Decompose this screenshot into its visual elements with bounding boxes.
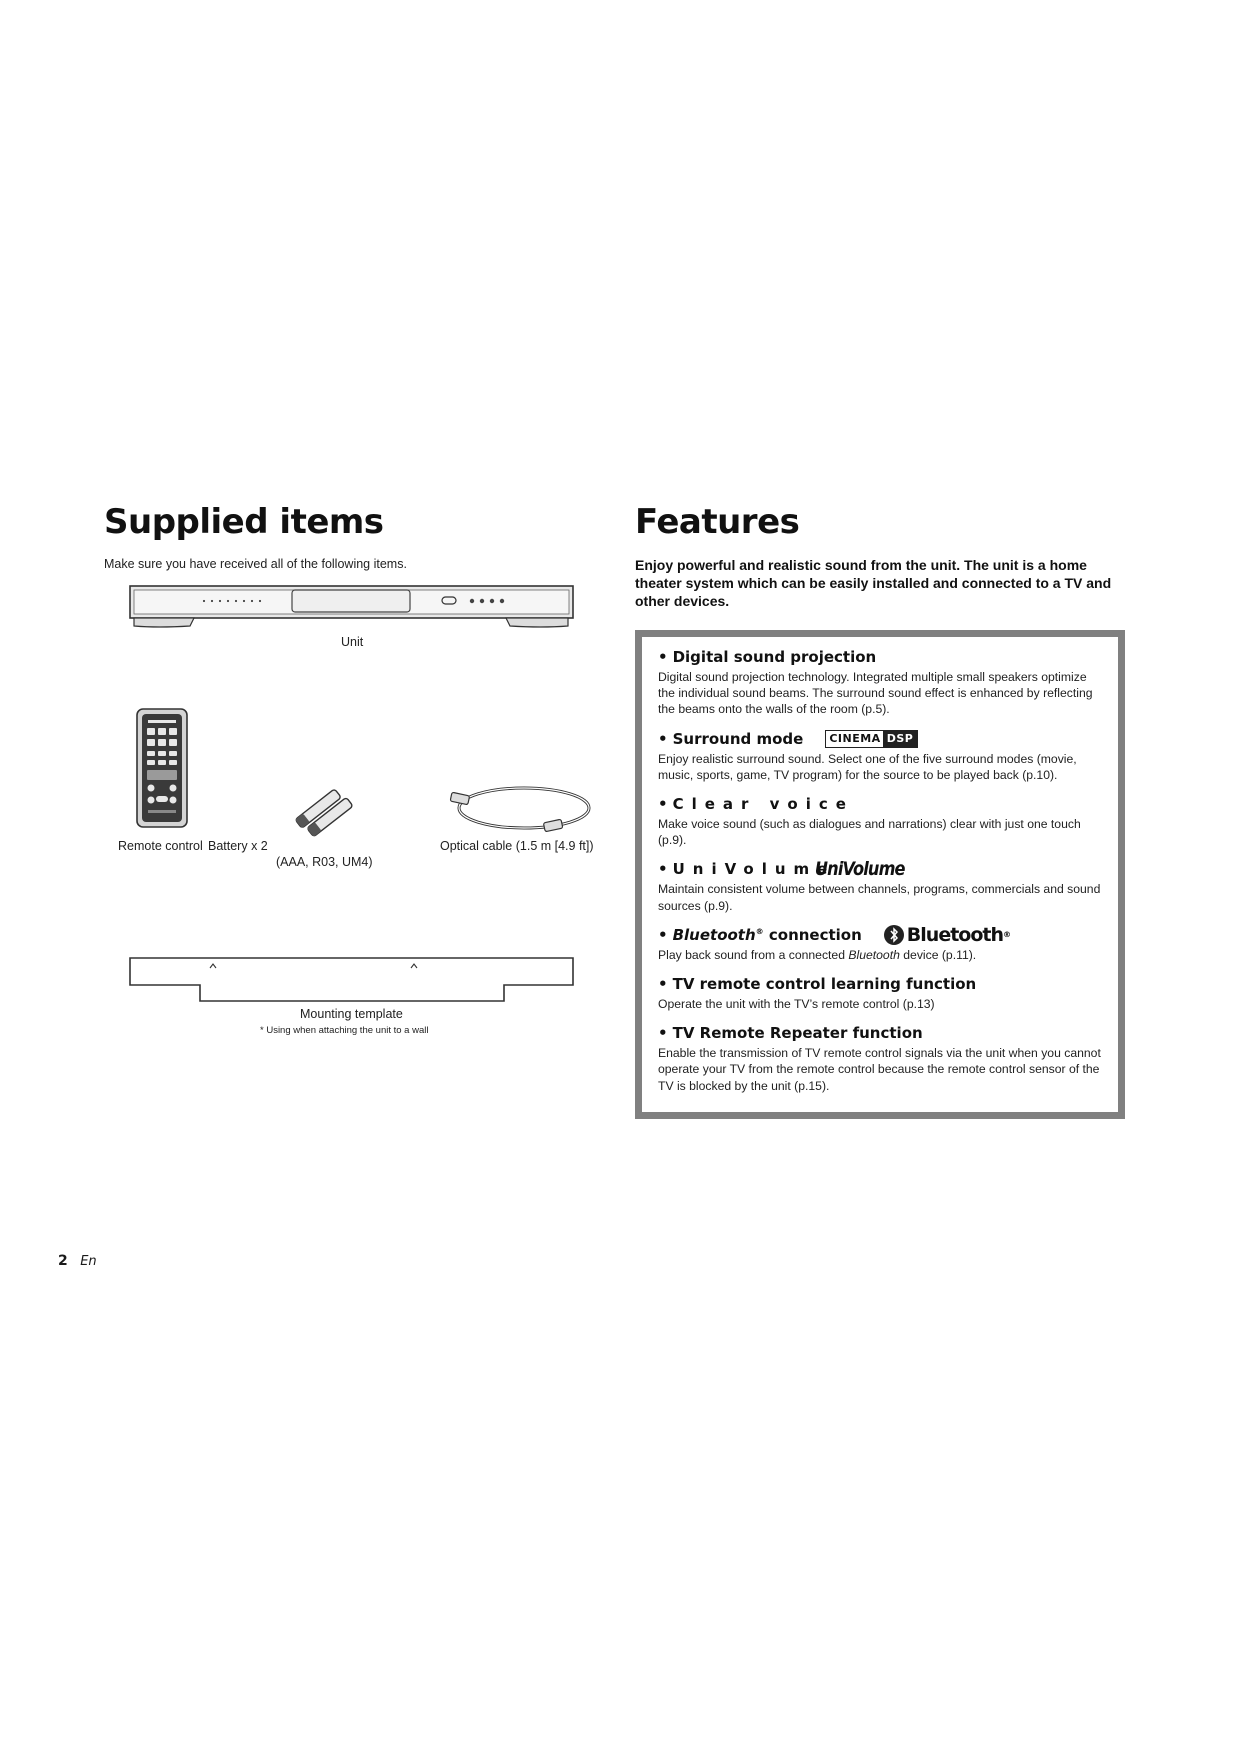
supplied-intro: Make sure you have received all of the following items. [104,557,407,571]
optical-cable-illustration [448,778,596,840]
unit-label: Unit [341,635,364,649]
feature-desc: Maintain consistent volume between channels, programs, commercials and sound sources (p.9). [658,882,1101,913]
feature-desc: Play back sound from a connected Bluetooth device (p.11). [658,947,977,962]
feature-item: • UniVolume UniVolume Maintain consistent volume between channels, programs, commercials and sound sources (p.9). [658,857,1104,913]
feature-item: • Digital sound projection Digital sound projection technology. Integrated multiple small speakers optimize the individual sound beams. The surround sound effect is enhanced by reflecting the beams onto the walls of the room (p.5). [658,645,1104,718]
feature-item: • Surround mode CINEMA DSP Enjoy realistic surround sound. Select one of the five surround modes (movie, music, sports, game, TV program) for the source to be played back (p.10). [658,727,1104,783]
feature-title: Clear voice [672,795,854,814]
features-box [635,630,1125,1119]
feature-desc: Enable the transmission of TV remote control signals via the unit when you cannot operate your TV from the remote control because the remote control sensor of the TV is blocked by the unit (p.15). [658,1046,1101,1093]
mounting-template-note: * Using when attaching the unit to a wall [260,1025,429,1036]
optical-cable-label: Optical cable (1.5 m [4.9 ft]) [440,839,594,853]
page-language: En [80,1254,97,1269]
feature-desc: Operate the unit with the TV’s remote control (p.13) [658,997,935,1012]
remote-control-illustration [134,706,192,832]
bluetooth-logo: Bluetooth ® [884,924,1010,946]
mounting-template-label: Mounting template [300,1007,403,1021]
page-number: 2 [58,1253,68,1269]
feature-item: • Clear voice Make voice sound (such as dialogues and narrations) clear with just one touch (p.9). [658,792,1104,848]
feature-item: • Bluetooth® connection Bluetooth ® Play back sound from a connected Bluetooth device (p.11). [658,923,1104,963]
features-lead: Enjoy powerful and realistic sound from the unit. The unit is a home theater system which can be easily installed and connected to a TV and other devices. [635,557,1112,609]
feature-title: Digital sound projection [672,648,877,666]
unit-illustration [128,582,578,632]
battery-label: Battery x 2 [208,839,268,853]
feature-title: TV Remote Repeater function [672,1024,923,1043]
univolume-logo: UniVolume [815,858,905,881]
feature-desc: Digital sound projection technology. Integrated multiple small speakers optimize the individual sound beams. The surround sound effect is enhanced by reflecting the beams onto the walls of the room (p.5). [658,670,1093,717]
feature-item: • TV remote control learning function Operate the unit with the TV’s remote control (p.13) [658,972,1104,1012]
page-footer [58,1252,97,1270]
batteries-illustration [290,786,360,842]
feature-title: TV remote control learning function [672,975,977,994]
mounting-template-illustration [128,955,578,1007]
feature-title: Surround mode [672,729,804,748]
supplied-items-heading: Supplied items [104,502,384,542]
cinema-dsp-logo: CINEMA DSP [825,730,918,748]
features-heading: Features [635,502,800,542]
feature-desc: Make voice sound (such as dialogues and narrations) clear with just one touch (p.9). [658,817,1081,848]
feature-item: • TV Remote Repeater function Enable the transmission of TV remote control signals via the unit when you cannot operate your TV from the remote control because the remote control sensor of the TV is blocked by the unit (p.15). [658,1021,1104,1094]
feature-desc: Enjoy realistic surround sound. Select one of the five surround modes (movie, music, sports, game, TV program) for the source to be played back (p.10). [658,751,1077,782]
battery-types-label: (AAA, R03, UM4) [276,855,373,869]
bluetooth-icon [884,925,904,945]
remote-control-label: Remote control [118,839,203,853]
feature-title: Bluetooth® connection [672,925,862,944]
feature-title: UniVolume [672,860,836,879]
